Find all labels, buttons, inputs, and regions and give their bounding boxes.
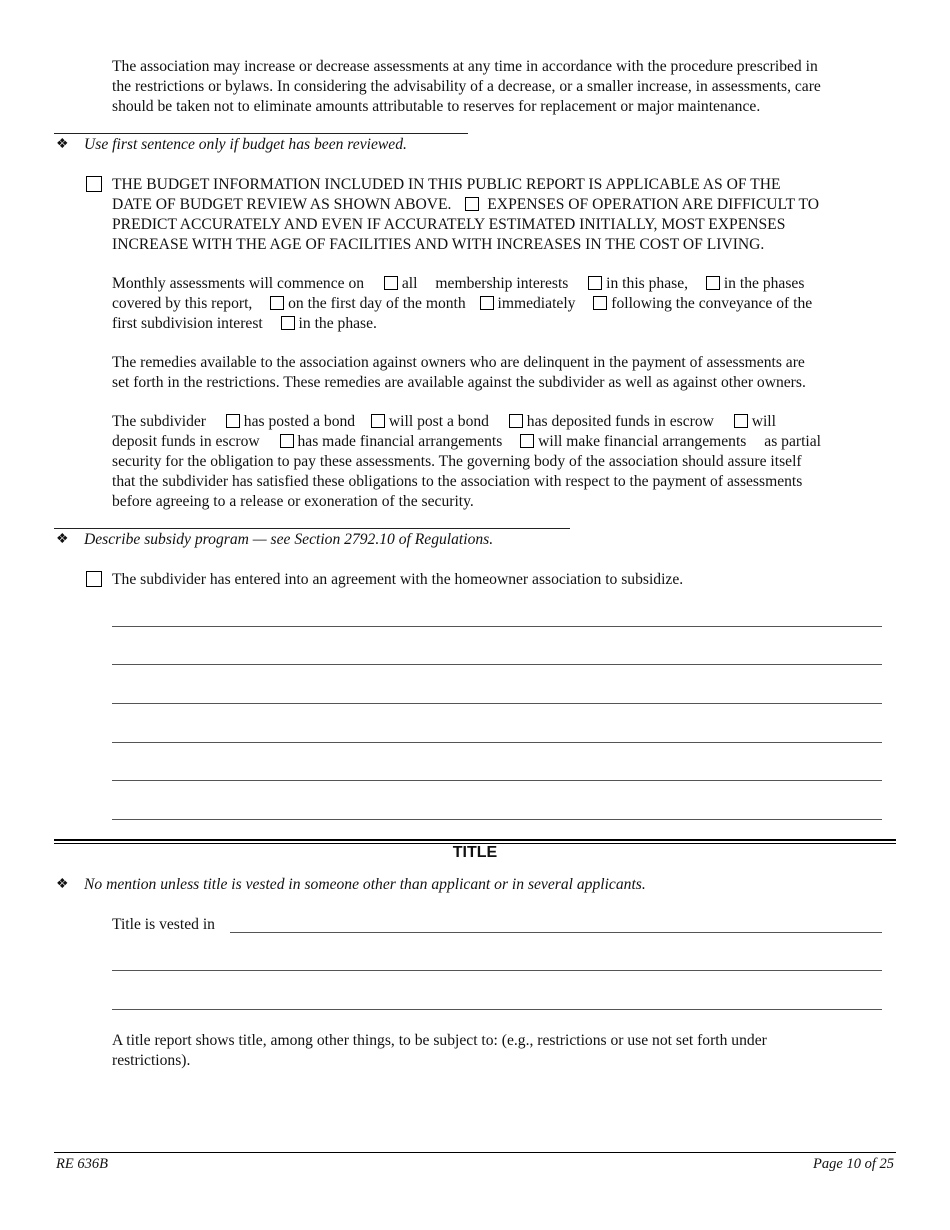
option-all: all [401,275,418,292]
title-fill-line[interactable] [112,1009,882,1010]
first-day-checkbox[interactable] [270,296,284,310]
subsidy-fill-line[interactable] [112,664,882,665]
subsidy-fill-line[interactable] [112,780,882,781]
subdivider-line: that the subdivider has satisfied these obligations to the association with respect to the payment of assessments [112,473,803,490]
option-will: will [751,413,776,430]
partial-label: as partial [764,433,821,450]
intro-line: the restrictions or bylaws. In considering the advisability of a decrease, or a smaller increase, in assessments, care [112,78,821,95]
section-title: TITLE [452,844,498,861]
subsidy-note: Describe subsidy program — see Section 2792.10 of Regulations. [84,531,494,548]
budget-note: Use first sentence only if budget has been reviewed. [84,136,407,153]
immediately-checkbox[interactable] [480,296,494,310]
subdivider-line: before agreeing to a release or exoneration of the security. [112,493,474,510]
title-note: No mention unless title is vested in someone other than applicant or in several applicants. [84,876,646,893]
title-fill-line[interactable] [112,970,882,971]
option-in-phase: in the phase. [298,315,377,332]
title-report-line: restrictions). [112,1052,191,1069]
budget-line [112,195,896,215]
option-this-phase: in this phase, [606,275,689,292]
remedies-paragraph [112,353,896,393]
option-deposited-escrow: has deposited funds in escrow [526,413,714,430]
assessment-intro-paragraph [112,57,896,117]
diamond-bullet-icon: ❖ [56,532,69,547]
will-make-arrangements-checkbox[interactable] [520,434,534,448]
option-phases: in the phases [723,275,805,292]
budget-statement [112,175,896,255]
budget-line: PREDICT ACCURATELY AND EVEN IF ACCURATELY ESTIMATED INITIALLY, MOST EXPENSES [112,216,786,233]
membership-label: membership interests [435,275,569,292]
footer-rule [54,1152,896,1153]
phases-checkbox[interactable] [706,276,720,290]
expenses-checkbox[interactable] [465,197,479,211]
intro-line: should be taken not to eliminate amounts attributable to reserves for replacement or major maintenance. [112,98,761,115]
deposited-escrow-checkbox[interactable] [509,414,523,428]
monthly-line-3 [112,314,896,334]
note-divider [54,528,570,529]
title-report-paragraph [112,1031,896,1071]
page-number: Page 10 of 25 [813,1156,894,1172]
subdivider-line-2 [112,432,896,452]
will-post-bond-checkbox[interactable] [371,414,385,428]
option-will-make-arrangements: will make financial arrangements [538,433,747,450]
budget-line-text: DATE OF BUDGET REVIEW AS SHOWN ABOVE. [112,196,452,213]
posted-bond-checkbox[interactable] [226,414,240,428]
will-deposit-checkbox[interactable] [734,414,748,428]
subsidy-fill-line[interactable] [112,819,882,820]
budget-line: INCREASE WITH THE AGE OF FACILITIES AND WITH INCREASES IN THE COST OF LIVING. [112,236,765,253]
option-made-arrangements: has made financial arrangements [297,433,503,450]
option-following: following the conveyance of the [611,295,813,312]
budget-line-text: EXPENSES OF OPERATION ARE DIFFICULT TO [487,196,819,213]
covered-label: covered by this report, [112,295,253,312]
subdivider-line-1 [112,412,896,432]
this-phase-checkbox[interactable] [588,276,602,290]
monthly-lead: Monthly assessments will commence on [112,275,365,292]
all-checkbox[interactable] [384,276,398,290]
monthly-line-2 [112,294,896,314]
subsidy-fill-line[interactable] [112,742,882,743]
following-conveyance-checkbox[interactable] [593,296,607,310]
first-interest-label: first subdivision interest [112,315,263,332]
budget-line: THE BUDGET INFORMATION INCLUDED IN THIS PUBLIC REPORT IS APPLICABLE AS OF THE [112,176,781,193]
remedies-line: The remedies available to the association against owners who are delinquent in the payment of assessments are [112,354,805,371]
deposit-label: deposit funds in escrow [112,433,260,450]
option-posted-bond: has posted a bond [243,413,356,430]
vested-label: Title is vested in [112,916,215,933]
subsidy-statement: The subdivider has entered into an agreement with the homeowner association to subsidize. [112,571,684,588]
subsidy-fill-line[interactable] [112,703,882,704]
monthly-assessments [112,274,896,334]
title-report-line: A title report shows title, among other things, to be subject to: (e.g., restrictions or use not set forth under [112,1032,767,1049]
remedies-line: set forth in the restrictions. These remedies are available against the subdivider as well as against other owners. [112,374,806,391]
option-immediately: immediately [497,295,576,312]
form-id: RE 636B [56,1156,108,1172]
option-will-post-bond: will post a bond [388,413,489,430]
subdivider-line: security for the obligation to pay these assessments. The governing body of the association should assure itself [112,453,802,470]
in-phase-checkbox[interactable] [281,316,295,330]
subdivider-security-paragraph [112,412,896,512]
budget-statement-checkbox[interactable] [86,176,102,192]
subsidy-fill-line[interactable] [112,626,882,627]
diamond-bullet-icon: ❖ [56,137,69,152]
intro-line: The association may increase or decrease assessments at any time in accordance with the procedure prescribed in [112,58,818,75]
diamond-bullet-icon: ❖ [56,877,69,892]
option-first-day: on the first day of the month [288,295,466,312]
note-divider [54,133,468,134]
made-arrangements-checkbox[interactable] [280,434,294,448]
subdivider-lead: The subdivider [112,413,206,430]
subsidy-checkbox[interactable] [86,571,102,587]
vested-in-input[interactable] [230,932,882,933]
monthly-line-1 [112,274,896,294]
